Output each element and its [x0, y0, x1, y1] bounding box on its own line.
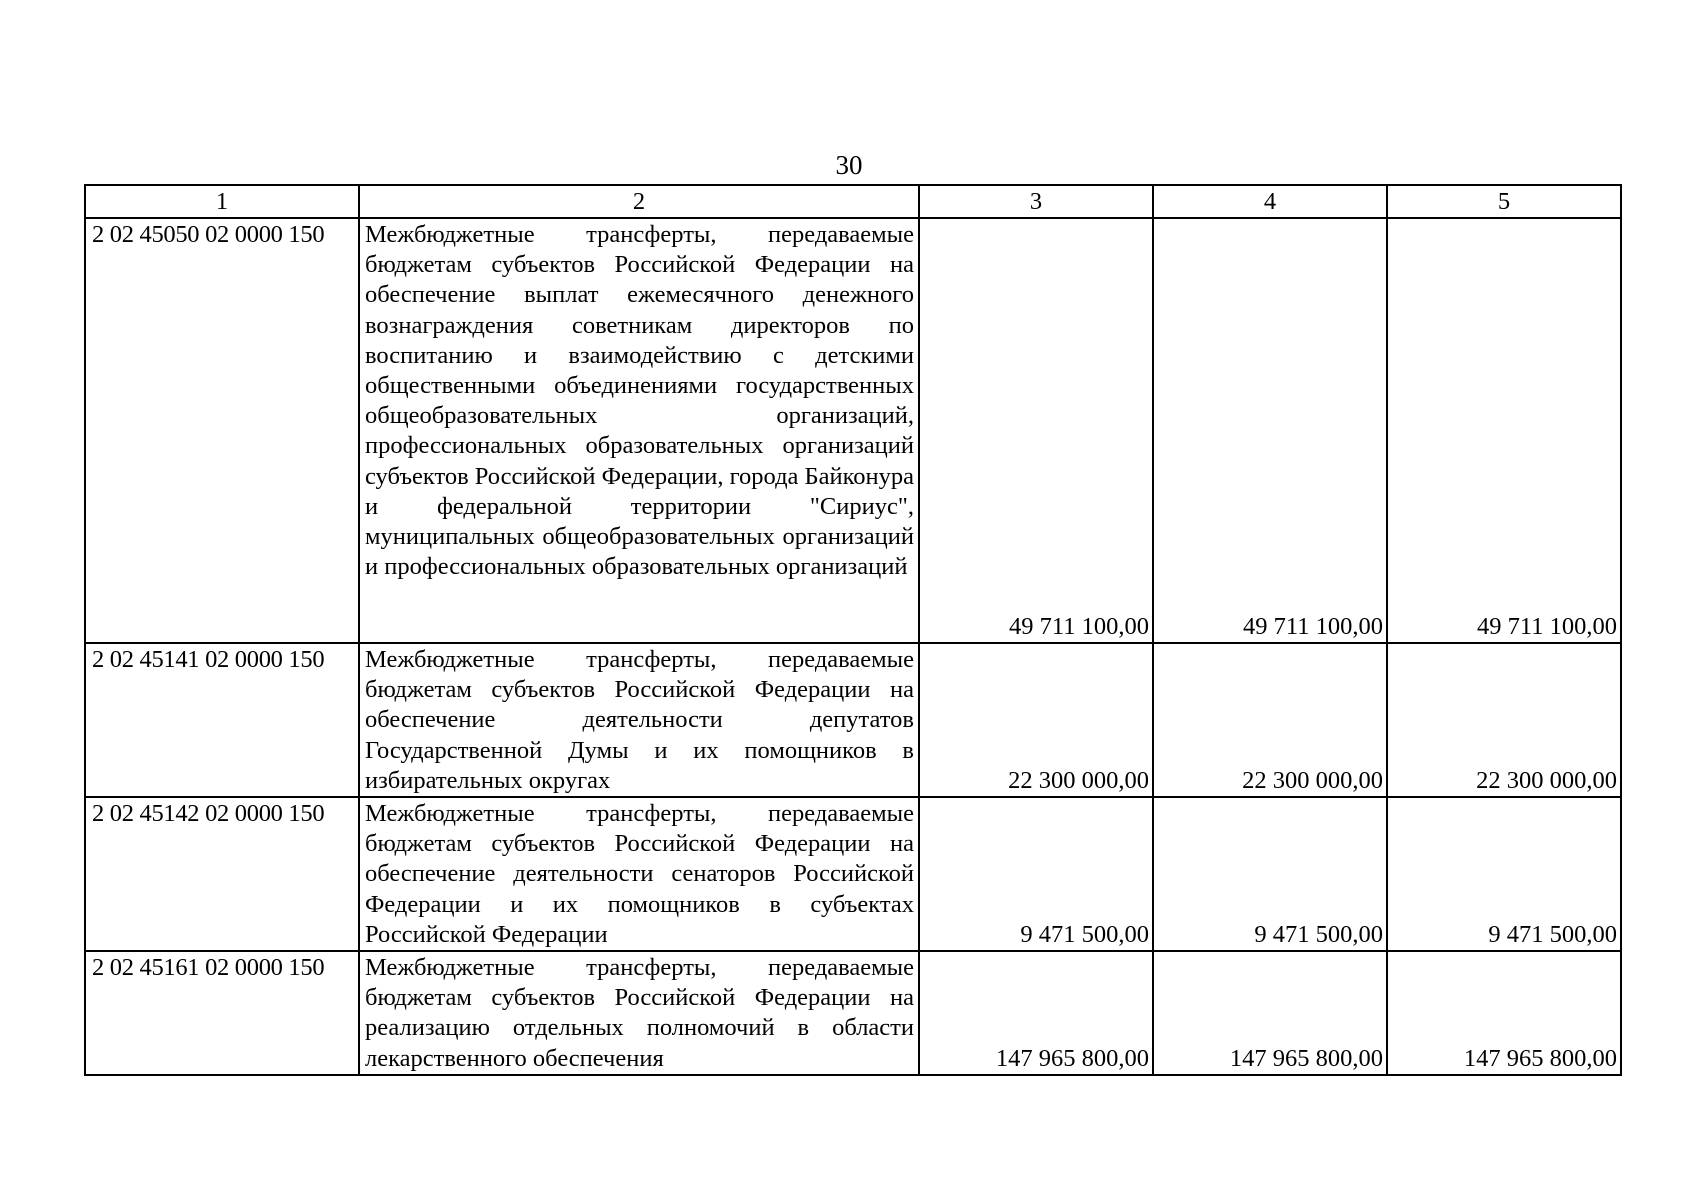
amount-col5-cell: 49 711 100,00 — [1387, 218, 1621, 643]
table-row — [85, 643, 1621, 797]
column-header-3: 3 — [919, 185, 1153, 218]
description-cell: Межбюджетные трансферты, передаваемые бюджетам субъектов Российской Федерации на реализацию отдельных полномочий в области лекарственного обеспечения — [359, 951, 919, 1075]
column-header-2: 2 — [359, 185, 919, 218]
budget-code-cell: 2 02 45141 02 0000 150 — [85, 643, 359, 797]
column-header-1: 1 — [85, 185, 359, 218]
page-number: 30 — [835, 150, 863, 180]
description-cell: Межбюджетные трансферты, передаваемые бюджетам субъектов Российской Федерации на обеспечение деятельности сенаторов Российской Федерации и их помощников в субъектах Российской Федерации — [359, 797, 919, 951]
amount-col5-cell: 22 300 000,00 — [1387, 643, 1621, 797]
amount-col3-cell: 22 300 000,00 — [919, 643, 1153, 797]
column-header-5: 5 — [1387, 185, 1621, 218]
amount-col3-cell: 147 965 800,00 — [919, 951, 1153, 1075]
amount-col3-cell: 9 471 500,00 — [919, 797, 1153, 951]
table-row — [85, 218, 1621, 643]
amount-col5-cell: 9 471 500,00 — [1387, 797, 1621, 951]
amount-col5-cell: 147 965 800,00 — [1387, 951, 1621, 1075]
description-cell: Межбюджетные трансферты, передаваемые бюджетам субъектов Российской Федерации на обеспечение деятельности депутатов Государственной Думы и их помощников в избирательных округах — [359, 643, 919, 797]
table-header-row — [85, 185, 1621, 218]
column-header-4: 4 — [1153, 185, 1387, 218]
amount-col4-cell: 49 711 100,00 — [1153, 218, 1387, 643]
amount-col4-cell: 22 300 000,00 — [1153, 643, 1387, 797]
description-cell: Межбюджетные трансферты, передаваемые бюджетам субъектов Российской Федерации на обеспечение выплат ежемесячного денежного вознаграждения советникам директоров по воспитанию и взаимодействию с детскими общественными объединениями государственных общеобразовательных организаций, профессиональных образовательных организаций субъектов Российской Федерации, города Байконура и федеральной территории "Сириус", муниципальных общеобразовательных организаций и профессиональных образовательных организаций — [359, 218, 919, 643]
budget-code-cell: 2 02 45161 02 0000 150 — [85, 951, 359, 1075]
budget-table — [84, 184, 1622, 1076]
table-row — [85, 951, 1621, 1075]
amount-col3-cell: 49 711 100,00 — [919, 218, 1153, 643]
amount-col4-cell: 9 471 500,00 — [1153, 797, 1387, 951]
amount-col4-cell: 147 965 800,00 — [1153, 951, 1387, 1075]
table-row — [85, 797, 1621, 951]
budget-code-cell: 2 02 45050 02 0000 150 — [85, 218, 359, 643]
budget-code-cell: 2 02 45142 02 0000 150 — [85, 797, 359, 951]
